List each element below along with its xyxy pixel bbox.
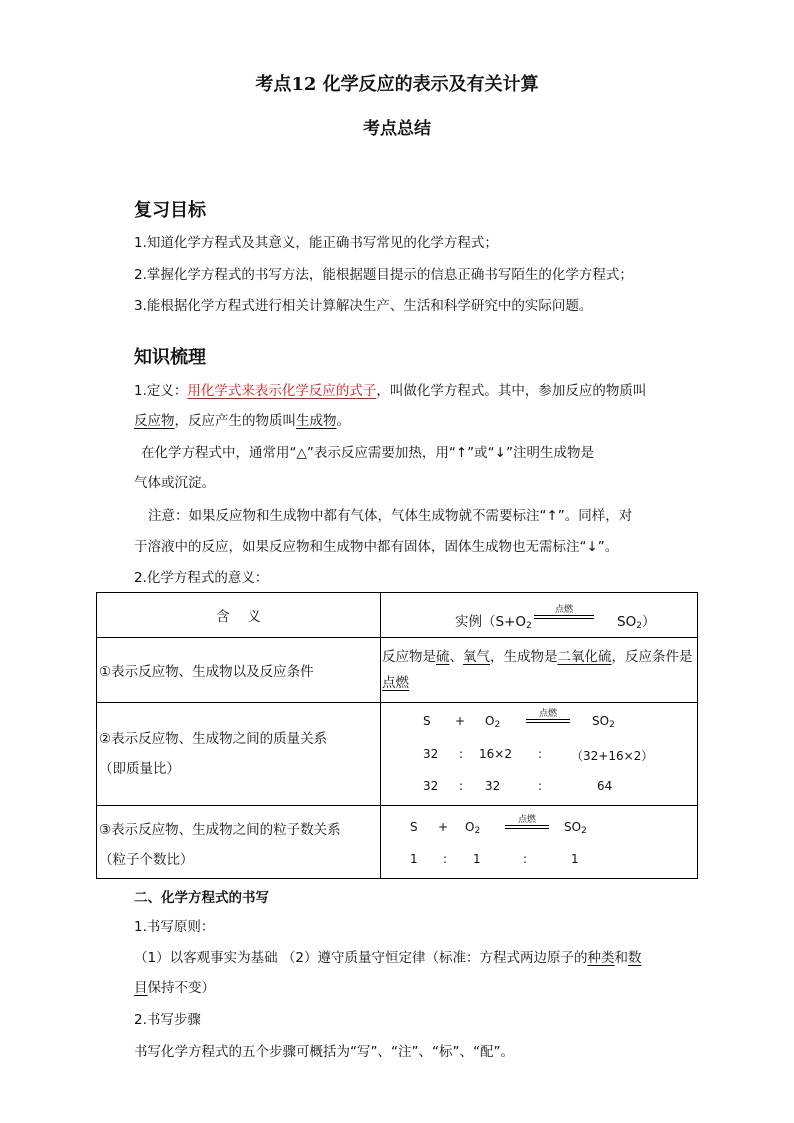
row2-plus: + (455, 714, 466, 728)
row2-so: SO (592, 714, 610, 728)
row2-mass1-so2: （32+16×2） (571, 749, 654, 763)
principle-number-a: 数 (627, 950, 642, 966)
row3-o: O (465, 820, 475, 834)
row1-ex-g: ，反应条件是 (611, 649, 693, 665)
page-subtitle: 考点总结 (363, 119, 431, 139)
principle-end: 保持不变） (147, 980, 215, 996)
row2-o2 (485, 714, 500, 730)
row1-ex-oxygen: 氧气 (463, 649, 490, 665)
review-heading: 复习目标 (134, 200, 206, 221)
row2-meaning-cell (97, 703, 381, 806)
row2-mass1-s: 32 (423, 747, 439, 761)
principle-kind: 种类 (587, 950, 615, 966)
row1-ex-sulfur: 硫 (436, 649, 450, 665)
row1-example-cell (381, 638, 698, 703)
note-line-1: 注意：如果反应物和生成物中都有气体，气体生成物就不需要标注“↑”。同样，对 (148, 508, 633, 524)
review-item-1: 1.知道化学方程式及其意义，能正确书写常见的化学方程式； (134, 235, 498, 251)
row3-plus: + (438, 820, 449, 834)
header-o2-sub: 2 (526, 621, 532, 631)
header-example-prefix: 实例（S+O (455, 614, 527, 630)
row2-o-sub: 2 (494, 720, 501, 730)
row2-example-cell (381, 703, 698, 806)
writing-steps: 2.书写步骤 (134, 1012, 201, 1028)
row2-so2 (592, 714, 615, 730)
row2-mass1-colon1: : (459, 747, 464, 761)
writing-principle-line-1 (134, 948, 641, 968)
note-line-2: 于溶液中的反应，如果反应物和生成物中都有固体，固体生成物也无需标注“↓”。 (134, 539, 619, 555)
definition-suffix: ，叫做化学方程式。其中，参加反应的物质叫 (376, 383, 647, 399)
meaning-heading: 2.化学方程式的意义： (134, 570, 269, 586)
header-so-label: SO (617, 614, 637, 630)
row1-ex-ignite: 点燃 (382, 675, 409, 691)
reaction-arrow-row2 (526, 707, 570, 725)
row1-meaning: ①表示反应物、生成物以及反应条件 (99, 664, 314, 680)
row2-s: S (423, 714, 431, 728)
row3-o-sub: 2 (474, 826, 481, 836)
table-row-3 (97, 806, 698, 879)
row1-example (382, 644, 697, 696)
definition-prefix: 1.定义： (134, 383, 188, 399)
row3-ratio-colon1: : (443, 852, 448, 866)
row3-so-sub: 2 (581, 826, 587, 836)
definition-highlight: 用化学式来表示化学反应的式子 (187, 383, 377, 399)
row2-mass2-colon2: : (538, 779, 543, 793)
conditions-line-1: 在化学方程式中，通常用“△”表示反应需要加热，用“↑”或“↓”注明生成物是 (141, 445, 594, 461)
row3-so2 (564, 820, 587, 836)
table-row-2 (97, 703, 698, 806)
row2-meaning-1: ②表示反应物、生成物之间的质量关系 (99, 731, 328, 747)
row2-condition: 点燃 (538, 709, 557, 719)
header-meaning-cell (97, 593, 381, 638)
row3-so: SO (564, 820, 582, 834)
header-example-text (455, 610, 532, 631)
row3-meaning-cell (97, 806, 381, 879)
table-header-row (97, 593, 698, 638)
reaction-arrow-row3 (505, 813, 549, 831)
meaning-table (96, 592, 698, 879)
row2-meaning-2: （即质量比） (99, 761, 180, 777)
table-row-1 (97, 638, 698, 703)
row2-o: O (485, 714, 495, 728)
writing-heading: 二、化学方程式的书写 (134, 890, 269, 906)
row3-condition: 点燃 (517, 815, 536, 825)
header-close-paren: ） (641, 614, 656, 630)
writing-steps-line: 书写化学方程式的五个步骤可概括为“写”、“注”、“标”、“配”。 (134, 1044, 514, 1060)
header-so2-sub: 2 (636, 621, 642, 631)
row2-mass1-colon2: : (538, 747, 543, 761)
row3-o2 (465, 820, 480, 836)
row1-ex-a: 反应物是 (382, 649, 436, 665)
row3-meaning-2: （粒子个数比） (99, 852, 194, 868)
definition-connector: ，反应产生的物质叫 (174, 413, 296, 429)
row3-ratio-o2: 1 (473, 852, 481, 866)
row2-mass2-so2: 64 (597, 779, 613, 793)
definition-line-1 (134, 381, 646, 401)
header-meaning-label: 含 义 (216, 609, 261, 625)
row3-ratio-s: 1 (410, 852, 418, 866)
principle-number-b: 目 (134, 980, 148, 996)
row1-ex-e: ，生成物是 (490, 649, 558, 665)
principle-and: 和 (614, 950, 628, 966)
principle-text: （1）以客观事实为基础 （2）遵守质量守恒定律（标准：方程式两边原子的 (134, 950, 588, 966)
row3-ratio-colon2: : (523, 852, 528, 866)
reaction-arrow-header (534, 603, 594, 621)
review-item-2: 2.掌握化学方程式的书写方法，能根据题目提示的信息正确书写陌生的化学方程式； (134, 267, 633, 283)
review-item-3: 3.能根据化学方程式进行相关计算解决生产、生活和科学研究中的实际问题。 (134, 298, 593, 314)
row1-ex-so2: 二氧化硫 (557, 649, 612, 665)
row2-mass2-o2: 32 (485, 779, 501, 793)
conditions-line-2: 气体或沉淀。 (134, 475, 215, 491)
row2-so-sub: 2 (609, 720, 615, 730)
writing-principle: 1.书写原则： (134, 919, 215, 935)
term-reactant: 反应物 (134, 413, 175, 429)
writing-principle-line-2 (134, 978, 215, 998)
row2-mass1-o2: 16×2 (479, 747, 512, 761)
header-example-cell (381, 593, 698, 638)
row3-s: S (410, 820, 418, 834)
definition-line-2 (134, 411, 350, 431)
row3-example-cell (381, 806, 698, 879)
knowledge-heading: 知识梳理 (134, 347, 206, 368)
row1-meaning-cell (97, 638, 381, 703)
header-example-product (617, 610, 655, 631)
row1-ex-comma: 、 (449, 649, 463, 665)
row3-meaning-1: ③表示反应物、生成物之间的粒子数关系 (99, 822, 341, 838)
page-title: 考点12 化学反应的表示及有关计算 (255, 74, 539, 95)
definition-end: 。 (336, 413, 350, 429)
row3-ratio-so2: 1 (571, 852, 579, 866)
condition-label: 点燃 (554, 605, 573, 615)
term-product: 生成物 (296, 413, 337, 429)
row2-mass2-colon1: : (459, 779, 464, 793)
row2-mass2-s: 32 (423, 779, 439, 793)
